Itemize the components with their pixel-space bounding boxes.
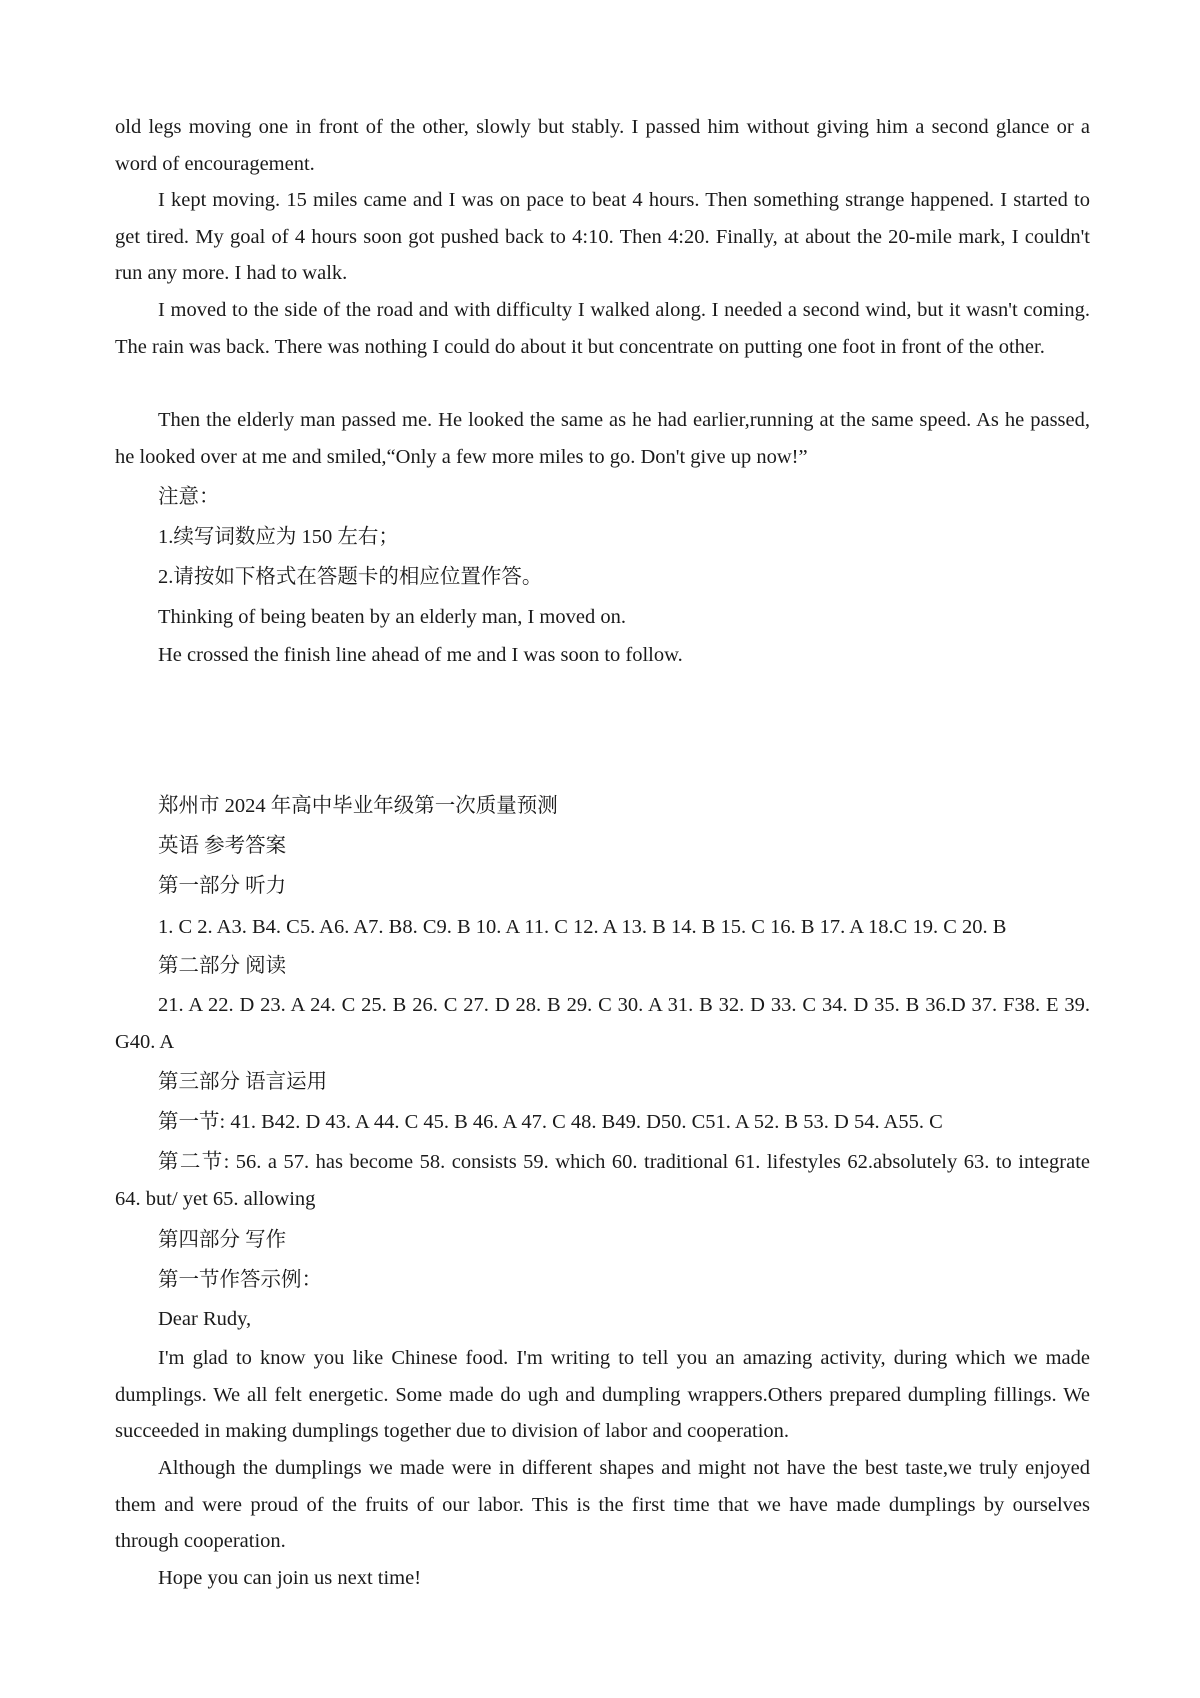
part3-section1-answers: 第一节: 41. B42. D 43. A 44. C 45. B 46. A 47. C 48. B49. D50. C51. A 52. B 53. D 54. A55. C bbox=[158, 1111, 943, 1133]
prompt-sentence-2: He crossed the finish line ahead of me and I was soon to follow. bbox=[158, 644, 683, 666]
letter-greeting: Dear Rudy, bbox=[158, 1308, 252, 1330]
story-paragraph-3: I moved to the side of the road and with difficulty I walked along. I needed a second wind, but it wasn't coming. The rain was back. There was nothing I could do about it but concentrate on putting one foot in front of the other. bbox=[115, 299, 1090, 358]
note-label: 注意： bbox=[158, 486, 220, 508]
essay-paragraph-1: I'm glad to know you like Chinese food. I'm writing to tell you an amazing activity, during which we made dumplings. We all felt energetic. Some made do ugh and dumpling wrappers.Others prepared dumpling fillings. We succeeded in making dumplings together due to division of labor and cooperation. bbox=[115, 1347, 1090, 1442]
answer-key-subtitle: 英语 参考答案 bbox=[158, 835, 287, 857]
note-item-1: 1.续写词数应为 150 左右； bbox=[158, 526, 399, 548]
part4-heading: 第四部分 写作 bbox=[158, 1229, 287, 1251]
essay-paragraph-2: Although the dumplings we made were in different shapes and might not have the best taste,we truly enjoyed them and were proud of the fruits of our labor. This is the first time that we have made dumplings by ourselves through cooperation. bbox=[115, 1457, 1090, 1552]
part2-answers: 21. A 22. D 23. A 24. C 25. B 26. C 27. D 28. B 29. C 30. A 31. B 32. D 33. C 34. D 35. B 36.D 37. F38. E 39. G40. A bbox=[115, 994, 1090, 1053]
story-paragraph-2: I kept moving. 15 miles came and I was on pace to beat 4 hours. Then something strange happened. I started to get tired. My goal of 4 hours soon got pushed back to 4:10. Then 4:20. Finally, at about the 20-mile mark, I couldn't run any more. I had to walk. bbox=[115, 189, 1090, 284]
part2-heading: 第二部分 阅读 bbox=[158, 955, 287, 977]
part3-heading: 第三部分 语言运用 bbox=[158, 1071, 328, 1093]
note-item-2: 2.请按如下格式在答题卡的相应位置作答。 bbox=[158, 566, 543, 588]
story-paragraph-1: old legs moving one in front of the other, slowly but stably. I passed him without giving him a second glance or a word of encouragement. bbox=[115, 116, 1090, 175]
prompt-sentence-1: Thinking of being beaten by an elderly man, I moved on. bbox=[158, 606, 626, 628]
part3-section2-answers: 第二节: 56. a 57. has become 58. consists 59. which 60. traditional 61. lifestyles 62.absolutely 63. to integrate 64. but/ yet 65. allowing bbox=[115, 1151, 1090, 1210]
answer-key-title: 郑州市 2024 年高中毕业年级第一次质量预测 bbox=[158, 795, 558, 817]
part1-heading: 第一部分 听力 bbox=[158, 875, 287, 897]
story-paragraph-4: Then the elderly man passed me. He looked the same as he had earlier,running at the same speed. As he passed, he looked over at me and smiled,“Only a few more miles to go. Don't give up now!” bbox=[115, 409, 1090, 468]
part1-answers: 1. C 2. A3. B4. C5. A6. A7. B8. C9. B 10. A 11. C 12. A 13. B 14. B 15. C 16. B 17. A 18.C 19. C 20. B bbox=[158, 916, 1007, 938]
part4-section1-label: 第一节作答示例： bbox=[158, 1269, 322, 1291]
essay-closing: Hope you can join us next time! bbox=[158, 1567, 422, 1589]
